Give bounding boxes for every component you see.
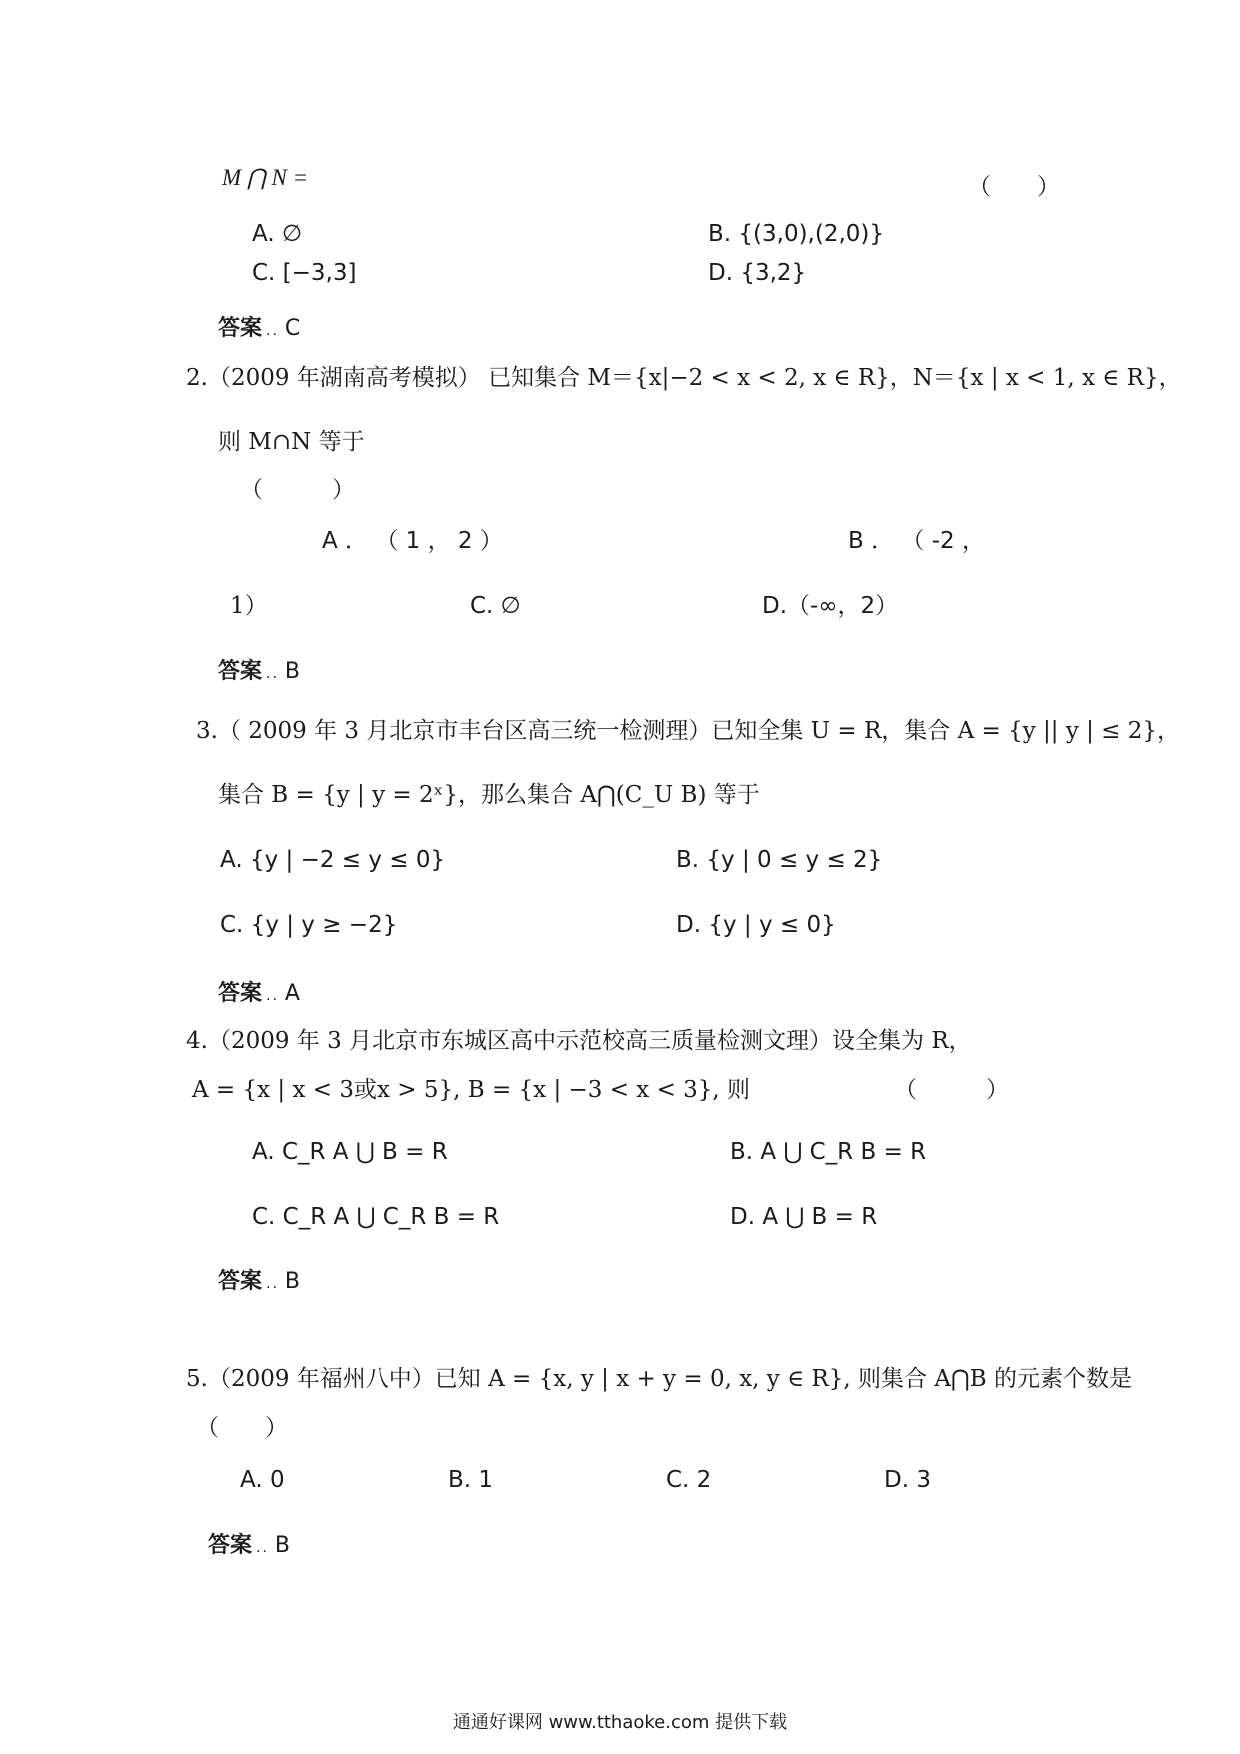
answer-value: C — [284, 316, 301, 341]
q4-bracket: （ ） — [894, 1077, 1009, 1103]
q1-option-b: B. {(3,0),(2,0)} — [708, 221, 885, 247]
answer-dots: .. — [266, 666, 279, 682]
q2-option-a: A ． （ 1 ， 2 ） — [322, 528, 503, 554]
q2-stem: 2.（2009 年湖南高考模拟） 已知集合 M＝{x|−2 < x < 2, x ∈ R}，N＝{x | x < 1, x ∈ R}， — [186, 365, 1182, 391]
q4-answer — [218, 1266, 300, 1299]
answer-value: B — [284, 1269, 301, 1294]
q2-option-c: C. ∅ — [470, 593, 521, 619]
q3-stem-line2: 集合 B = {y | y = 2ˣ}，那么集合 A⋂(C_U B) 等于 — [218, 782, 760, 808]
q4-option-b: B. A ⋃ C_R B = R — [730, 1139, 927, 1165]
q3-answer — [218, 978, 300, 1011]
q4-option-c: C. C_R A ⋃ C_R B = R — [252, 1204, 500, 1230]
q3-stem: 3.（ 2009 年 3 月北京市丰台区高三统一检测理）已知全集 U = R，集合 A = {y || y | ≤ 2}， — [196, 718, 1181, 744]
q3-option-b: B. {y | 0 ≤ y ≤ 2} — [676, 847, 883, 873]
q1-stem: M ⋂ N = — [222, 165, 309, 190]
q5-option-b: B. 1 — [448, 1467, 494, 1493]
answer-label: 答案 — [218, 659, 263, 684]
q1-option-a: A. ∅ — [252, 221, 302, 247]
q3-option-c: C. {y | y ≥ −2} — [220, 912, 398, 938]
answer-value: B — [284, 659, 301, 684]
q2-answer — [218, 656, 300, 689]
q5-option-d: D. 3 — [884, 1467, 931, 1493]
answer-dots: .. — [266, 1276, 279, 1292]
q4-option-d: D. A ⋃ B = R — [730, 1204, 878, 1230]
q5-option-c: C. 2 — [666, 1467, 712, 1493]
answer-label: 答案 — [208, 1533, 253, 1558]
answer-label: 答案 — [218, 316, 263, 341]
q2-option-d: D.（-∞，2） — [762, 593, 899, 619]
q1-option-d: D. {3,2} — [708, 260, 807, 286]
answer-value: A — [284, 981, 300, 1006]
q2-bracket: （ ） — [240, 477, 355, 503]
q5-answer — [208, 1530, 290, 1563]
answer-label: 答案 — [218, 981, 263, 1006]
answer-dots: .. — [256, 1540, 269, 1556]
q1-answer — [218, 313, 300, 346]
answer-label: 答案 — [218, 1269, 263, 1294]
q4-option-a: A. C_R A ⋃ B = R — [252, 1139, 448, 1165]
q3-option-a: A. {y | −2 ≤ y ≤ 0} — [220, 847, 446, 873]
q4-stem: 4.（2009 年 3 月北京市东城区高中示范校高三质量检测文理）设全集为 R， — [186, 1028, 972, 1054]
q2-stem-line2: 则 M∩N 等于 — [218, 429, 365, 455]
page-footer: 通通好课网 www.tthaoke.com 提供下载 — [452, 1712, 788, 1733]
q2-option-b: B ． （ -2 ， — [848, 528, 985, 554]
q1-bracket: （ ） — [968, 174, 1060, 200]
q5-option-a: A. 0 — [240, 1467, 285, 1493]
answer-dots: .. — [266, 323, 279, 339]
q5-bracket: （ ） — [196, 1415, 288, 1441]
q5-stem: 5.（2009 年福州八中）已知 A = {x, y | x + y = 0, x, y ∈ R}, 则集合 A⋂B 的元素个数是 — [186, 1366, 1133, 1392]
answer-value: B — [274, 1533, 291, 1558]
q3-option-d: D. {y | y ≤ 0} — [676, 912, 836, 938]
q4-stem-line2: A = {x | x < 3或x > 5}, B = {x | −3 < x < 3}, 则 — [192, 1077, 751, 1103]
q1-option-c: C. [−3,3] — [252, 260, 357, 286]
answer-dots: .. — [266, 988, 279, 1004]
q2-option-b-continued: 1） — [230, 593, 268, 619]
